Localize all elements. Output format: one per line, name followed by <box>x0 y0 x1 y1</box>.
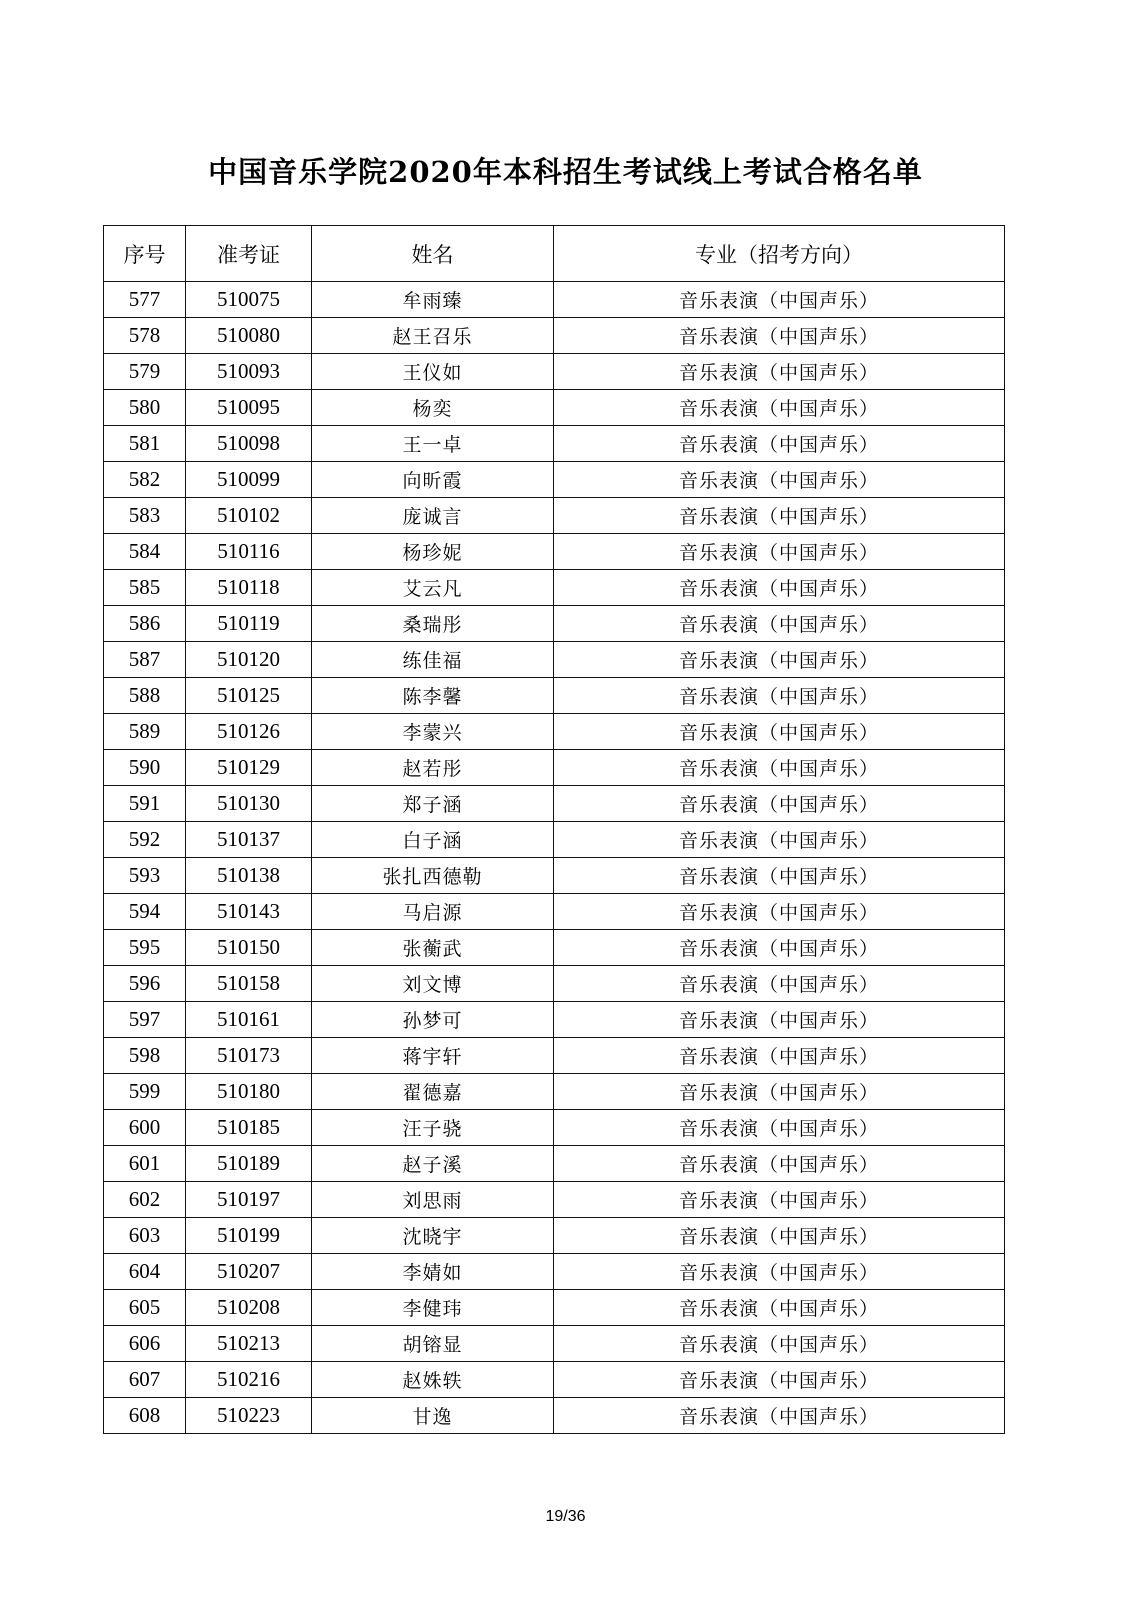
table-row <box>104 1182 1005 1218</box>
table-row <box>104 1002 1005 1038</box>
table-row <box>104 1038 1005 1074</box>
cell-admission-ticket: 510173 <box>186 1038 312 1074</box>
cell-admission-ticket: 510099 <box>186 462 312 498</box>
cell-major: 音乐表演（中国声乐） <box>554 498 1005 534</box>
cell-serial-number: 587 <box>104 642 186 678</box>
cell-serial-number: 598 <box>104 1038 186 1074</box>
cell-serial-number: 583 <box>104 498 186 534</box>
cell-major: 音乐表演（中国声乐） <box>554 678 1005 714</box>
table-row <box>104 390 1005 426</box>
cell-admission-ticket: 510199 <box>186 1218 312 1254</box>
cell-admission-ticket: 510223 <box>186 1398 312 1434</box>
cell-serial-number: 580 <box>104 390 186 426</box>
cell-major: 音乐表演（中国声乐） <box>554 750 1005 786</box>
cell-major: 音乐表演（中国声乐） <box>554 1254 1005 1290</box>
cell-admission-ticket: 510116 <box>186 534 312 570</box>
cell-serial-number: 608 <box>104 1398 186 1434</box>
table-row <box>104 1326 1005 1362</box>
cell-serial-number: 586 <box>104 606 186 642</box>
cell-admission-ticket: 510119 <box>186 606 312 642</box>
cell-admission-ticket: 510129 <box>186 750 312 786</box>
cell-major: 音乐表演（中国声乐） <box>554 426 1005 462</box>
header-name: 姓名 <box>312 226 554 282</box>
cell-major: 音乐表演（中国声乐） <box>554 570 1005 606</box>
table-body <box>104 282 1005 1434</box>
cell-major: 音乐表演（中国声乐） <box>554 858 1005 894</box>
admission-list-table <box>103 225 1005 1434</box>
table-row <box>104 570 1005 606</box>
table-header <box>104 226 1005 282</box>
cell-major: 音乐表演（中国声乐） <box>554 714 1005 750</box>
table-row <box>104 750 1005 786</box>
cell-major: 音乐表演（中国声乐） <box>554 822 1005 858</box>
cell-major: 音乐表演（中国声乐） <box>554 1362 1005 1398</box>
cell-serial-number: 593 <box>104 858 186 894</box>
cell-name: 沈晓宇 <box>312 1218 554 1254</box>
cell-major: 音乐表演（中国声乐） <box>554 1146 1005 1182</box>
cell-serial-number: 578 <box>104 318 186 354</box>
cell-admission-ticket: 510093 <box>186 354 312 390</box>
header-admission-ticket: 准考证 <box>186 226 312 282</box>
cell-admission-ticket: 510216 <box>186 1362 312 1398</box>
cell-name: 李蒙兴 <box>312 714 554 750</box>
cell-serial-number: 606 <box>104 1326 186 1362</box>
cell-name: 牟雨臻 <box>312 282 554 318</box>
cell-serial-number: 605 <box>104 1290 186 1326</box>
cell-admission-ticket: 510189 <box>186 1146 312 1182</box>
cell-admission-ticket: 510213 <box>186 1326 312 1362</box>
cell-major: 音乐表演（中国声乐） <box>554 354 1005 390</box>
cell-name: 蒋宇轩 <box>312 1038 554 1074</box>
cell-admission-ticket: 510075 <box>186 282 312 318</box>
cell-serial-number: 594 <box>104 894 186 930</box>
cell-name: 陈李馨 <box>312 678 554 714</box>
cell-admission-ticket: 510161 <box>186 1002 312 1038</box>
table-row <box>104 678 1005 714</box>
cell-major: 音乐表演（中国声乐） <box>554 462 1005 498</box>
table-row <box>104 1218 1005 1254</box>
cell-major: 音乐表演（中国声乐） <box>554 1218 1005 1254</box>
cell-name: 马启源 <box>312 894 554 930</box>
cell-major: 音乐表演（中国声乐） <box>554 282 1005 318</box>
cell-major: 音乐表演（中国声乐） <box>554 894 1005 930</box>
cell-name: 赵子溪 <box>312 1146 554 1182</box>
cell-name: 郑子涵 <box>312 786 554 822</box>
table-row <box>104 786 1005 822</box>
cell-name: 张扎西德勒 <box>312 858 554 894</box>
header-serial-number: 序号 <box>104 226 186 282</box>
table-row <box>104 606 1005 642</box>
cell-name: 赵王召乐 <box>312 318 554 354</box>
cell-name: 杨奕 <box>312 390 554 426</box>
cell-major: 音乐表演（中国声乐） <box>554 1002 1005 1038</box>
cell-name: 李婧如 <box>312 1254 554 1290</box>
cell-name: 王一卓 <box>312 426 554 462</box>
cell-serial-number: 577 <box>104 282 186 318</box>
table-row <box>104 894 1005 930</box>
cell-serial-number: 582 <box>104 462 186 498</box>
cell-admission-ticket: 510130 <box>186 786 312 822</box>
cell-admission-ticket: 510137 <box>186 822 312 858</box>
cell-serial-number: 596 <box>104 966 186 1002</box>
header-major: 专业（招考方向） <box>554 226 1005 282</box>
cell-name: 刘文博 <box>312 966 554 1002</box>
cell-major: 音乐表演（中国声乐） <box>554 318 1005 354</box>
cell-name: 甘逸 <box>312 1398 554 1434</box>
cell-major: 音乐表演（中国声乐） <box>554 1038 1005 1074</box>
cell-name: 艾云凡 <box>312 570 554 606</box>
cell-major: 音乐表演（中国声乐） <box>554 1182 1005 1218</box>
cell-serial-number: 584 <box>104 534 186 570</box>
table-row <box>104 966 1005 1002</box>
cell-serial-number: 585 <box>104 570 186 606</box>
cell-name: 向昕霞 <box>312 462 554 498</box>
table-row <box>104 1254 1005 1290</box>
cell-admission-ticket: 510120 <box>186 642 312 678</box>
cell-serial-number: 581 <box>104 426 186 462</box>
cell-serial-number: 601 <box>104 1146 186 1182</box>
cell-serial-number: 607 <box>104 1362 186 1398</box>
cell-admission-ticket: 510185 <box>186 1110 312 1146</box>
cell-serial-number: 591 <box>104 786 186 822</box>
table-row <box>104 534 1005 570</box>
cell-admission-ticket: 510098 <box>186 426 312 462</box>
cell-admission-ticket: 510158 <box>186 966 312 1002</box>
table-row <box>104 822 1005 858</box>
cell-serial-number: 595 <box>104 930 186 966</box>
cell-admission-ticket: 510118 <box>186 570 312 606</box>
page-number: 19/36 <box>545 1508 586 1525</box>
table-row <box>104 426 1005 462</box>
table-row <box>104 930 1005 966</box>
cell-major: 音乐表演（中国声乐） <box>554 786 1005 822</box>
table-row <box>104 1074 1005 1110</box>
cell-name: 翟德嘉 <box>312 1074 554 1110</box>
cell-major: 音乐表演（中国声乐） <box>554 534 1005 570</box>
cell-major: 音乐表演（中国声乐） <box>554 1326 1005 1362</box>
cell-name: 赵若彤 <box>312 750 554 786</box>
cell-major: 音乐表演（中国声乐） <box>554 390 1005 426</box>
table-row <box>104 1110 1005 1146</box>
cell-serial-number: 589 <box>104 714 186 750</box>
cell-admission-ticket: 510208 <box>186 1290 312 1326</box>
table-row <box>104 642 1005 678</box>
header-row <box>104 226 1005 282</box>
table-row <box>104 318 1005 354</box>
cell-major: 音乐表演（中国声乐） <box>554 1074 1005 1110</box>
cell-major: 音乐表演（中国声乐） <box>554 930 1005 966</box>
cell-name: 胡镕显 <box>312 1326 554 1362</box>
table-row <box>104 858 1005 894</box>
cell-admission-ticket: 510095 <box>186 390 312 426</box>
cell-major: 音乐表演（中国声乐） <box>554 966 1005 1002</box>
cell-name: 汪子骁 <box>312 1110 554 1146</box>
cell-name: 杨珍妮 <box>312 534 554 570</box>
cell-serial-number: 588 <box>104 678 186 714</box>
table-row <box>104 354 1005 390</box>
cell-name: 练佳福 <box>312 642 554 678</box>
cell-name: 赵姝轶 <box>312 1362 554 1398</box>
cell-serial-number: 592 <box>104 822 186 858</box>
cell-name: 白子涵 <box>312 822 554 858</box>
cell-name: 孙梦可 <box>312 1002 554 1038</box>
cell-serial-number: 604 <box>104 1254 186 1290</box>
table-row <box>104 714 1005 750</box>
cell-name: 李健玮 <box>312 1290 554 1326</box>
cell-major: 音乐表演（中国声乐） <box>554 1290 1005 1326</box>
cell-admission-ticket: 510126 <box>186 714 312 750</box>
cell-serial-number: 603 <box>104 1218 186 1254</box>
table-row <box>104 1398 1005 1434</box>
cell-admission-ticket: 510125 <box>186 678 312 714</box>
cell-major: 音乐表演（中国声乐） <box>554 1110 1005 1146</box>
cell-name: 王仪如 <box>312 354 554 390</box>
cell-major: 音乐表演（中国声乐） <box>554 606 1005 642</box>
table-row <box>104 282 1005 318</box>
cell-major: 音乐表演（中国声乐） <box>554 642 1005 678</box>
cell-serial-number: 599 <box>104 1074 186 1110</box>
table-row <box>104 498 1005 534</box>
cell-admission-ticket: 510143 <box>186 894 312 930</box>
cell-admission-ticket: 510197 <box>186 1182 312 1218</box>
cell-serial-number: 602 <box>104 1182 186 1218</box>
cell-admission-ticket: 510138 <box>186 858 312 894</box>
table-row <box>104 462 1005 498</box>
cell-name: 刘思雨 <box>312 1182 554 1218</box>
cell-name: 张蘅武 <box>312 930 554 966</box>
cell-admission-ticket: 510180 <box>186 1074 312 1110</box>
cell-serial-number: 579 <box>104 354 186 390</box>
cell-name: 桑瑞彤 <box>312 606 554 642</box>
table-row <box>104 1290 1005 1326</box>
cell-admission-ticket: 510207 <box>186 1254 312 1290</box>
cell-admission-ticket: 510150 <box>186 930 312 966</box>
cell-serial-number: 597 <box>104 1002 186 1038</box>
table-row <box>104 1362 1005 1398</box>
table-row <box>104 1146 1005 1182</box>
cell-admission-ticket: 510080 <box>186 318 312 354</box>
cell-serial-number: 600 <box>104 1110 186 1146</box>
document-title: 中国音乐学院2020年本科招生考试线上考试合格名单 <box>208 155 923 189</box>
cell-name: 庞诚言 <box>312 498 554 534</box>
cell-serial-number: 590 <box>104 750 186 786</box>
cell-major: 音乐表演（中国声乐） <box>554 1398 1005 1434</box>
cell-admission-ticket: 510102 <box>186 498 312 534</box>
